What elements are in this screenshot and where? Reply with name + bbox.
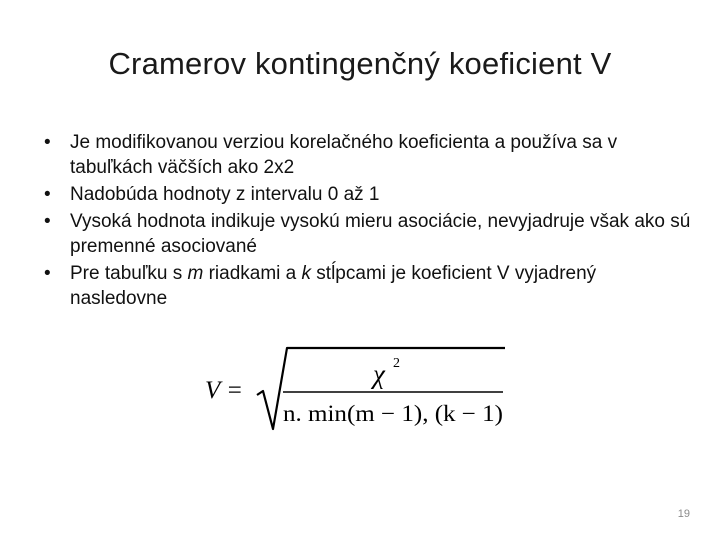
formula-lhs: V = [205, 377, 243, 404]
bullet-list [44, 130, 694, 313]
bullet-text-part: riadkami a [203, 263, 302, 284]
bullet-point-icon: • [44, 184, 51, 205]
page-number: 19 [677, 508, 690, 520]
formula-numerator: χ [373, 359, 385, 389]
bullet-text: Nadobúda hodnoty z intervalu 0 až 1 [70, 184, 380, 205]
cramers-v-formula [205, 345, 515, 435]
bullet-item [44, 209, 694, 259]
slide-title: Cramerov kontingenčný koeficient V [108, 46, 612, 81]
bullet-text: Je modifikovanou verziou korelačného koeficienta a používa sa v tabuľkách väčších ako 2x2 [70, 132, 618, 178]
bullet-item [44, 261, 694, 311]
formula-exponent: 2 [393, 356, 400, 371]
formula-denominator: n. min(m − 1), (k − 1) [283, 401, 503, 426]
bullet-point-icon: • [44, 263, 51, 284]
bullet-item [44, 182, 694, 207]
variable-k: k [301, 263, 312, 284]
bullet-text: Vysoká hodnota indikuje vysokú mieru asociácie, nevyjadruje však ako sú premenné asociované [70, 211, 691, 257]
formula-graphic [205, 345, 515, 435]
bullet-point-icon: • [44, 132, 51, 153]
bullet-text-part: Pre tabuľku s [70, 263, 188, 284]
variable-m: m [187, 263, 204, 284]
bullet-point-icon: • [44, 211, 51, 232]
bullet-text [70, 263, 596, 309]
bullet-text-part: stĺpcami je koeficient V vyjadrený nasledovne [70, 263, 597, 309]
bullet-item [44, 130, 694, 180]
